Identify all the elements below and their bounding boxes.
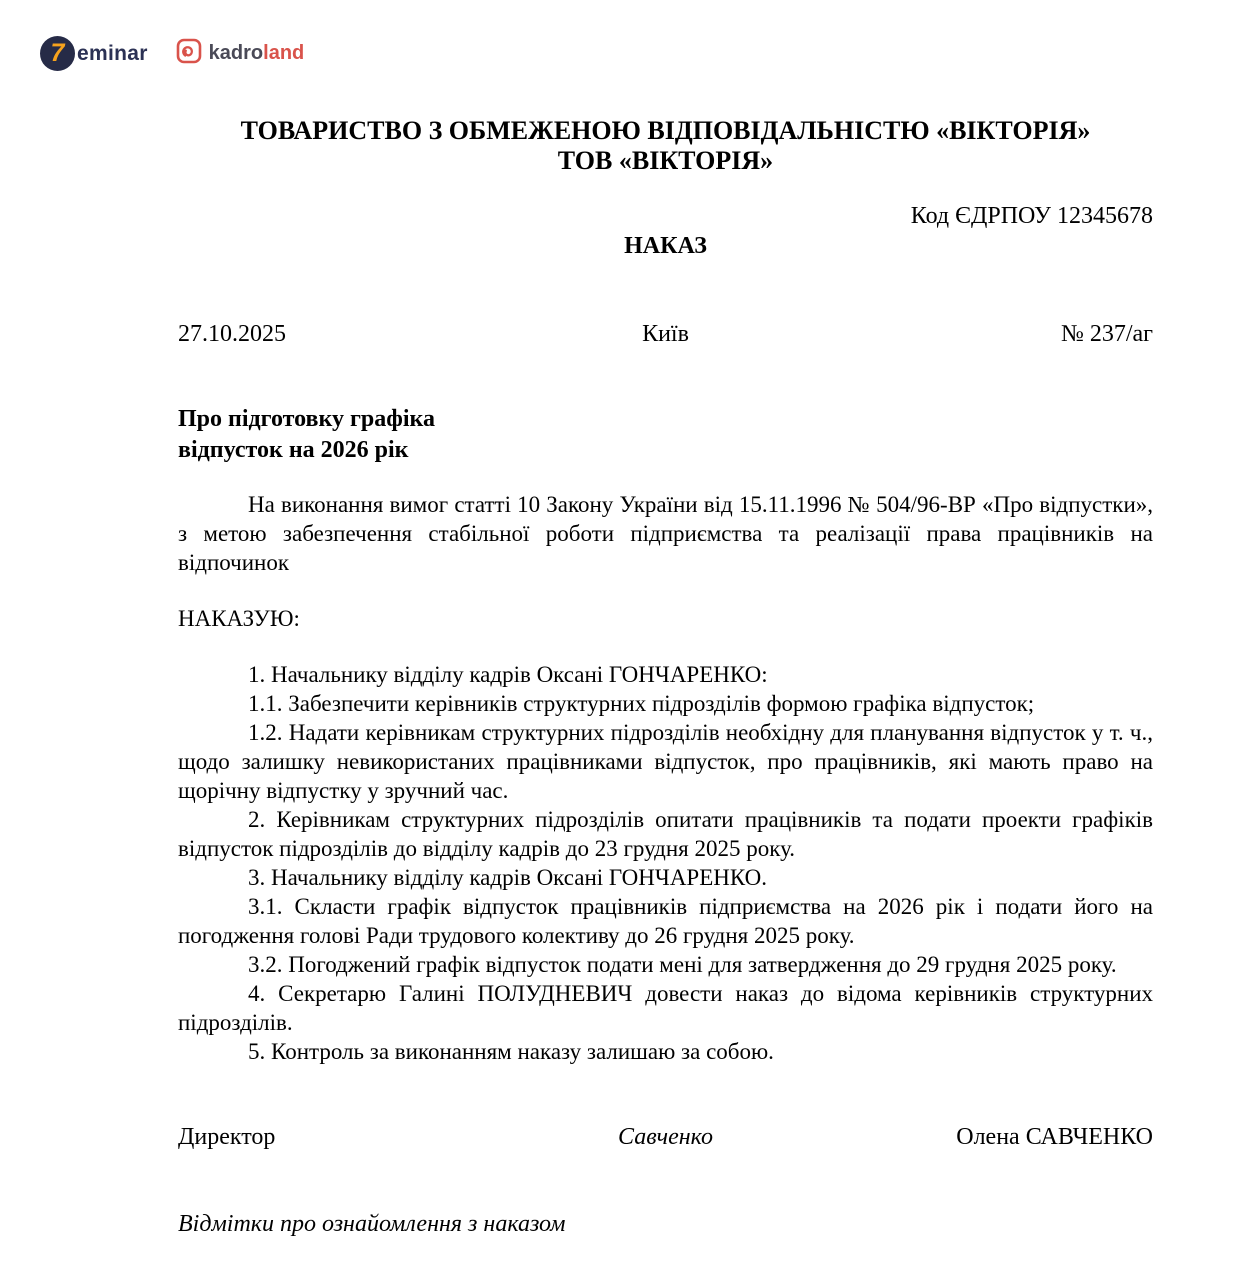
preamble: На виконання вимог статті 10 Закону України від 15.11.1996 № 504/96-ВР «Про відпустки», з метою забезпечення стабільної роботи підприємства та реалізації права працівників на відпочинок xyxy=(178,492,1153,575)
order-item: 4. Секретарю Галині ПОЛУДНЕВИЧ довести наказ до відома керівників структурних підрозділів. xyxy=(178,981,1153,1035)
order-item: 3.1. Скласти графік відпусток працівників підприємства на 2026 рік і подати його на погодження голові Ради трудового колективу до 26 грудня 2025 року. xyxy=(178,894,1153,948)
document-body xyxy=(178,0,1153,1239)
signature-handwriting: Савченко xyxy=(618,1124,713,1150)
requisites-row xyxy=(178,320,1153,349)
document-type: НАКАЗ xyxy=(624,233,707,259)
order-item: 2. Керівникам структурних підрозділів опитати працівників та подати проекти графіків відпусток підрозділів до відділу кадрів до 23 грудня 2025 року. xyxy=(178,807,1153,861)
order-item: 5. Контроль за виконанням наказу залишаю за собою. xyxy=(248,1039,774,1064)
order-item: 3.2. Погоджений графік відпусток подати мені для затвердження до 29 грудня 2025 року. xyxy=(248,952,1117,977)
company-name-short: ТОВ «ВІКТОРІЯ» xyxy=(557,146,774,175)
order-verb: НАКАЗУЮ: xyxy=(178,606,300,631)
company-name xyxy=(178,116,1153,176)
document-city: Київ xyxy=(642,321,689,347)
seminar-wordmark: eminar xyxy=(77,41,148,65)
document-subject xyxy=(178,404,1153,466)
signature-row xyxy=(178,1123,1153,1152)
signature-full-name: Олена САВЧЕНКО xyxy=(956,1124,1153,1150)
kadroland-wordmark-dark: kadro xyxy=(208,42,264,64)
subject-line-1: Про підготовку графіка xyxy=(178,406,435,432)
signature-position: Директор xyxy=(178,1124,276,1150)
document-number: № 237/аг xyxy=(1060,321,1153,347)
company-name-full: ТОВАРИСТВО З ОБМЕЖЕНОЮ ВІДПОВІДАЛЬНІСТЮ «ВІКТОРІЯ» xyxy=(240,116,1091,145)
order-item: 1.1. Забезпечити керівників структурних підрозділів формою графіка відпусток; xyxy=(248,691,1035,716)
edrpou-code: Код ЄДРПОУ 12345678 xyxy=(910,203,1153,229)
order-items xyxy=(178,660,1153,1066)
acknowledgment-note: Відмітки про ознайомлення з наказом xyxy=(178,1211,566,1237)
kadroland-wordmark-red: land xyxy=(263,42,305,64)
order-item: 1. Начальнику відділу кадрів Оксані ГОНЧАРЕНКО: xyxy=(248,662,768,687)
seminar-logo-digit: 7 xyxy=(50,39,65,67)
document-date: 27.10.2025 xyxy=(178,321,286,347)
order-item: 1.2. Надати керівникам структурних підрозділів необхідну для планування відпусток у т. ч., щодо залишку невикористаних працівниками відпусток, про працівників, які мають право на щорічну відпустку у зручний час. xyxy=(178,720,1153,803)
seminar-logo xyxy=(40,36,148,71)
subject-line-2: відпусток на 2026 рік xyxy=(178,437,409,463)
order-item: 3. Начальнику відділу кадрів Оксані ГОНЧАРЕНКО. xyxy=(248,865,768,890)
seminar-logo-icon xyxy=(40,36,75,71)
